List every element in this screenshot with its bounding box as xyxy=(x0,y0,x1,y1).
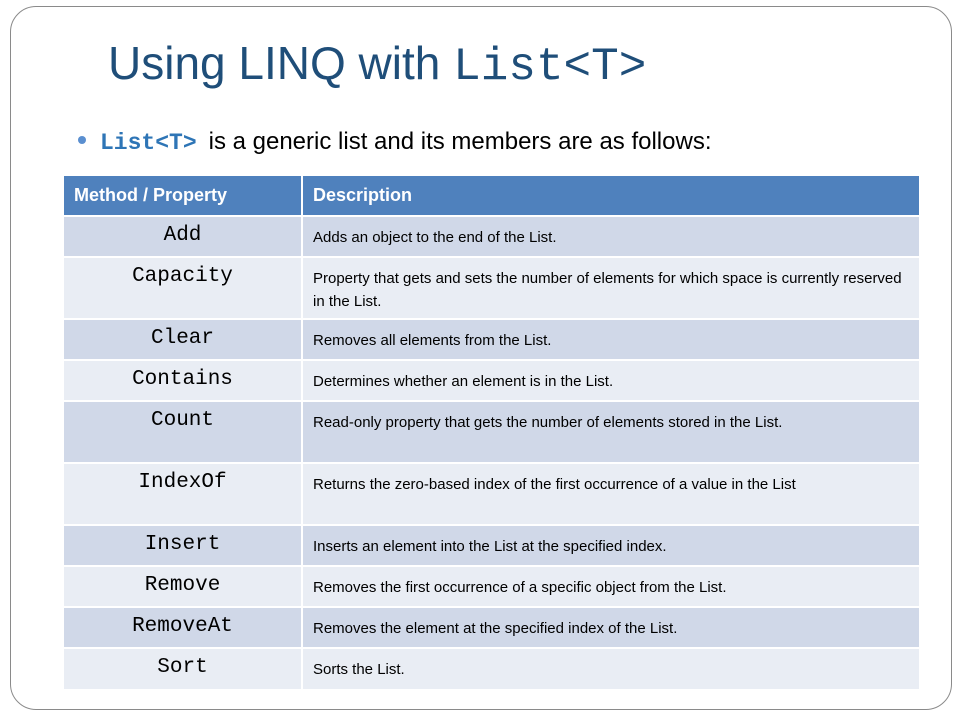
table-row xyxy=(64,463,919,525)
table-row xyxy=(64,401,919,463)
table-row xyxy=(64,216,919,257)
method-description: Returns the zero-based index of the first occurrence of a value in the List xyxy=(302,463,919,525)
method-name: Count xyxy=(64,401,302,463)
method-description: Removes the element at the specified index of the List. xyxy=(302,607,919,648)
method-description: Sorts the List. xyxy=(302,648,919,689)
method-description: Read-only property that gets the number of elements stored in the List. xyxy=(302,401,919,463)
table-row xyxy=(64,607,919,648)
method-name: Contains xyxy=(64,360,302,401)
table-row xyxy=(64,319,919,360)
method-name: Capacity xyxy=(64,257,302,319)
table-row xyxy=(64,648,919,689)
table-row xyxy=(64,360,919,401)
method-description: Property that gets and sets the number of elements for which space is currently reserved in the List. xyxy=(302,257,919,319)
column-header-description: Description xyxy=(302,176,919,216)
slide-title xyxy=(108,37,647,93)
bullet-text: is a generic list and its members are as follows: xyxy=(208,128,712,155)
table-row xyxy=(64,257,919,319)
method-description: Determines whether an element is in the List. xyxy=(302,360,919,401)
method-name: Add xyxy=(64,216,302,257)
members-table xyxy=(64,176,919,689)
method-name: IndexOf xyxy=(64,463,302,525)
method-name: Sort xyxy=(64,648,302,689)
bullet-code: List<T> xyxy=(100,130,197,156)
method-name: Insert xyxy=(64,525,302,566)
method-description: Removes the first occurrence of a specific object from the List. xyxy=(302,566,919,607)
table-row xyxy=(64,525,919,566)
title-prefix: Using LINQ with xyxy=(108,37,454,89)
method-name: Clear xyxy=(64,319,302,360)
method-description: Inserts an element into the List at the specified index. xyxy=(302,525,919,566)
method-description: Adds an object to the end of the List. xyxy=(302,216,919,257)
method-name: RemoveAt xyxy=(64,607,302,648)
table-header-row xyxy=(64,176,919,216)
column-header-method: Method / Property xyxy=(64,176,302,216)
method-description: Removes all elements from the List. xyxy=(302,319,919,360)
method-name: Remove xyxy=(64,566,302,607)
title-code: List<T> xyxy=(453,41,647,93)
bullet-point xyxy=(78,128,712,158)
bullet-icon xyxy=(78,136,86,144)
table-row xyxy=(64,566,919,607)
